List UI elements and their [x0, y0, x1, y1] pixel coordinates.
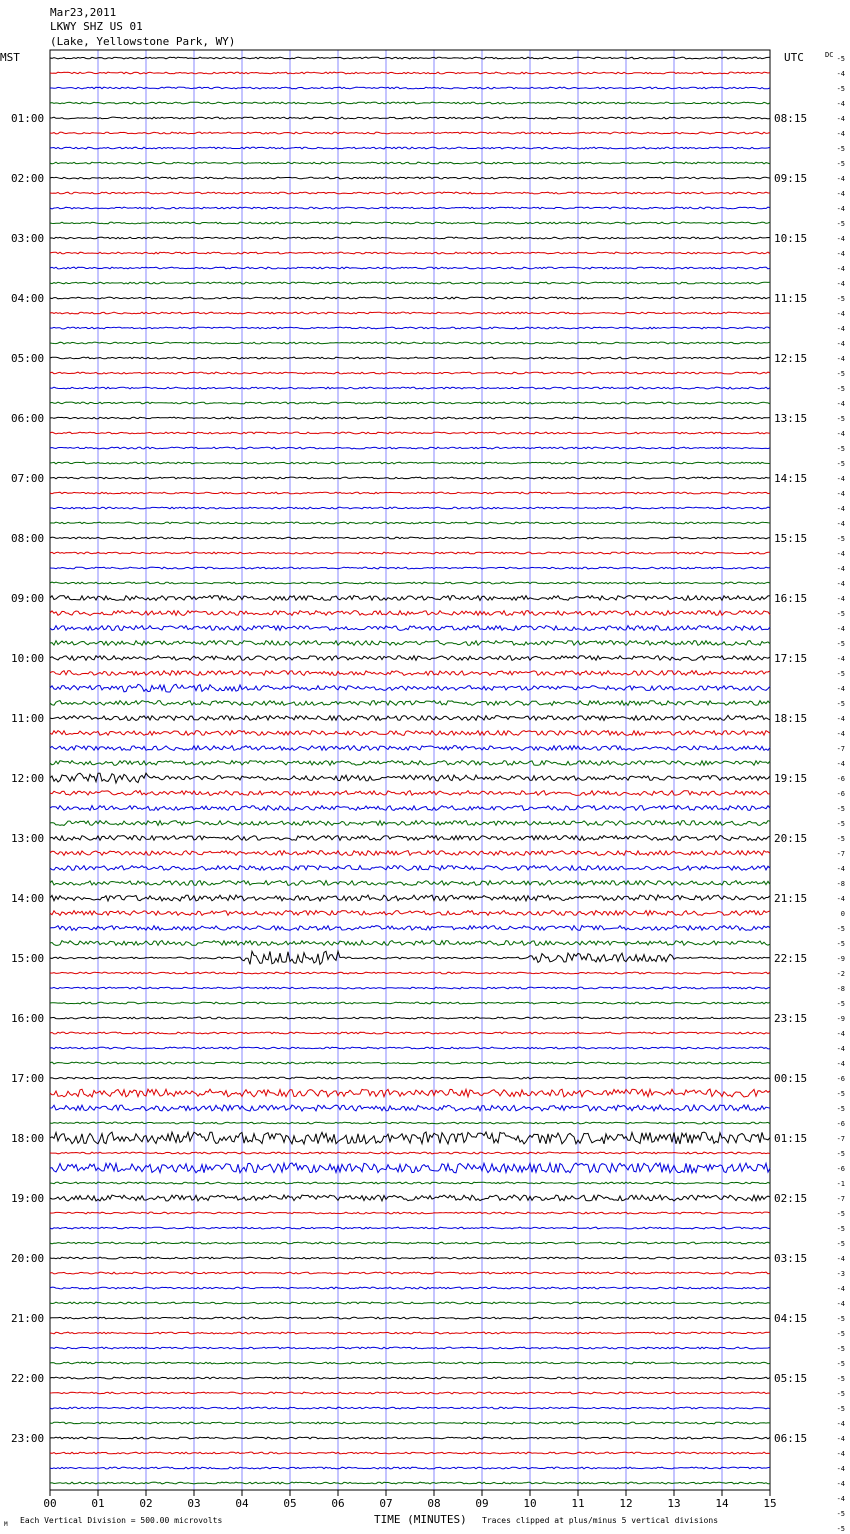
dc-offset-label: -2: [836, 970, 845, 978]
seismic-trace: [50, 327, 770, 329]
scale-note: Each Vertical Division = 500.00 microvolts: [20, 1516, 223, 1525]
seismic-trace: [50, 1062, 770, 1064]
seismic-trace: [50, 1392, 770, 1394]
dc-offset-label: -6: [836, 775, 845, 783]
left-hour-label: 07:00: [11, 472, 45, 485]
seismic-trace: [50, 1257, 770, 1259]
seismic-trace: [50, 342, 770, 344]
seismic-trace: [50, 402, 770, 404]
right-hour-label: 02:15: [774, 1192, 808, 1205]
right-hour-labels: [774, 112, 807, 1445]
dc-offset-label: -4: [836, 235, 845, 243]
seismic-trace: [50, 611, 770, 616]
dc-offset-label: -4: [836, 1450, 845, 1458]
seismic-trace: [50, 1152, 770, 1154]
dc-offset-label: -5: [836, 1390, 845, 1398]
seismic-trace: [50, 282, 770, 284]
right-hour-label: 14:15: [774, 472, 808, 485]
dc-offset-label: -4: [836, 400, 845, 408]
dc-offset-label: -4: [836, 430, 845, 438]
seismic-trace: [50, 596, 770, 601]
dc-label: DC: [825, 51, 834, 59]
dc-offset-label: -4: [836, 685, 845, 693]
seismic-trace: [50, 297, 770, 299]
dc-offset-label: -4: [836, 490, 845, 498]
dc-offset-label: -5: [836, 1150, 845, 1158]
dc-offset-label: -5: [836, 1315, 845, 1323]
x-tick-label: 03: [187, 1497, 201, 1510]
seismic-trace: [50, 731, 770, 736]
left-hour-label: 16:00: [11, 1012, 45, 1025]
dc-offset-label: -5: [836, 85, 845, 93]
dc-offset-label: -5: [836, 670, 845, 678]
dc-offset-label: -4: [836, 475, 845, 483]
dc-offset-label: -4: [836, 340, 845, 348]
x-tick-label: 09: [475, 1497, 489, 1510]
seismic-trace: [50, 656, 770, 661]
right-hour-label: 11:15: [774, 292, 808, 305]
seismic-trace: [50, 1077, 770, 1079]
x-tick-label: 02: [139, 1497, 153, 1510]
dc-offset-label: -5: [836, 700, 845, 708]
dc-offset-label: -4: [836, 580, 845, 588]
right-hour-label: 04:15: [774, 1312, 808, 1325]
right-hour-label: 17:15: [774, 652, 808, 665]
x-tick-label: 01: [91, 1497, 105, 1510]
dc-offset-label: -4: [836, 1300, 845, 1308]
dc-offset-label: -5: [836, 160, 845, 168]
dc-offset-label: -7: [836, 745, 845, 753]
seismic-trace: [50, 851, 770, 856]
seismic-trace: [50, 162, 770, 164]
x-axis: [43, 1490, 776, 1510]
dc-offset-label: -4: [836, 1435, 845, 1443]
seismic-trace: [50, 582, 770, 584]
dc-offset-label: -4: [836, 355, 845, 363]
seismic-trace: [50, 552, 770, 554]
trace-lines: [50, 57, 770, 1484]
dc-offset-label: -4: [836, 1465, 845, 1473]
seismic-trace: [50, 1317, 770, 1319]
dc-offset-label: -4: [836, 175, 845, 183]
dc-offset-label: -6: [836, 1120, 845, 1128]
right-hour-label: 22:15: [774, 952, 808, 965]
dc-offset-label: -4: [836, 520, 845, 528]
dc-offset-label: -7: [836, 850, 845, 858]
x-tick-label: 10: [523, 1497, 537, 1510]
dc-offset-label: -4: [836, 1060, 845, 1068]
right-hour-label: 00:15: [774, 1072, 808, 1085]
left-hour-label: 12:00: [11, 772, 45, 785]
seismic-trace: [50, 522, 770, 524]
seismic-trace: [50, 72, 770, 74]
seismic-trace: [50, 1407, 770, 1409]
dc-offset-label: -6: [836, 1165, 845, 1173]
footer-mark: M: [4, 1521, 8, 1528]
seismic-trace: [50, 836, 770, 841]
seismic-trace: [50, 357, 770, 359]
dc-offset-label: -4: [836, 130, 845, 138]
right-hour-label: 03:15: [774, 1252, 808, 1265]
seismic-trace: [50, 447, 770, 449]
seismic-trace: [50, 941, 770, 946]
dc-offset-label: -5: [836, 145, 845, 153]
dc-offset-label: -5: [836, 445, 845, 453]
seismic-trace: [50, 1227, 770, 1229]
seismic-trace: [50, 57, 770, 59]
left-hour-label: 03:00: [11, 232, 45, 245]
left-hour-label: 19:00: [11, 1192, 45, 1205]
seismic-trace: [50, 701, 770, 706]
seismic-trace: [50, 1377, 770, 1379]
seismic-trace: [50, 117, 770, 119]
seismic-trace: [50, 417, 770, 419]
left-hour-label: 08:00: [11, 532, 45, 545]
left-hour-label: 04:00: [11, 292, 45, 305]
dc-offset-label: -4: [836, 1285, 845, 1293]
dc-offset-label: -4: [836, 505, 845, 513]
dc-offset-labels: [837, 55, 845, 1534]
seismic-trace: [50, 821, 770, 826]
seismic-trace: [50, 626, 770, 631]
seismic-trace: [50, 1047, 770, 1049]
seismic-trace: [50, 1332, 770, 1334]
dc-offset-label: -4: [836, 265, 845, 273]
seismic-trace: [50, 866, 770, 871]
x-tick-label: 15: [763, 1497, 777, 1510]
left-hour-label: 20:00: [11, 1252, 45, 1265]
seismic-trace: [50, 312, 770, 314]
left-hour-label: 22:00: [11, 1372, 45, 1385]
minute-grid: [50, 50, 770, 1490]
seismic-trace: [50, 791, 770, 796]
left-hour-label: 14:00: [11, 892, 45, 905]
seismic-trace: [50, 773, 770, 783]
dc-offset-label: -5: [836, 1345, 845, 1353]
dc-offset-label: -4: [836, 205, 845, 213]
right-hour-label: 21:15: [774, 892, 808, 905]
dc-offset-label: -5: [836, 1330, 845, 1338]
x-tick-label: 14: [715, 1497, 729, 1510]
seismic-trace: [50, 477, 770, 479]
dc-offset-label: -4: [836, 310, 845, 318]
seismic-trace: [50, 1302, 770, 1304]
plot-frame: [50, 50, 770, 1490]
dc-offset-label: -8: [836, 985, 845, 993]
dc-offset-label: -4: [836, 1495, 845, 1503]
left-hour-label: 15:00: [11, 952, 45, 965]
seismic-trace: [50, 1032, 770, 1034]
dc-offset-label: -4: [836, 625, 845, 633]
seismic-trace: [50, 684, 770, 692]
left-hour-labels: [11, 112, 44, 1445]
dc-offset-label: -5: [836, 55, 845, 63]
dc-offset-label: -5: [836, 640, 845, 648]
seismic-trace: [50, 1362, 770, 1364]
seismic-trace: [50, 372, 770, 374]
seismic-trace: [50, 507, 770, 509]
x-tick-label: 05: [283, 1497, 297, 1510]
dc-offset-label: -6: [836, 790, 845, 798]
seismic-trace: [50, 1105, 770, 1111]
dc-offset-label: -5: [836, 370, 845, 378]
dc-offset-label: -5: [836, 1510, 845, 1518]
dc-offset-label: -5: [836, 1000, 845, 1008]
right-hour-label: 20:15: [774, 832, 808, 845]
dc-offset-label: -4: [836, 865, 845, 873]
dc-offset-label: -7: [836, 1195, 845, 1203]
dc-offset-label: -5: [836, 835, 845, 843]
seismic-trace: [50, 1347, 770, 1349]
seismic-trace: [50, 1467, 770, 1469]
left-hour-label: 11:00: [11, 712, 45, 725]
right-hour-label: 12:15: [774, 352, 808, 365]
dc-offset-label: 0: [840, 910, 845, 918]
right-hour-label: 08:15: [774, 112, 808, 125]
dc-offset-label: -4: [836, 1255, 845, 1263]
seismic-trace: [50, 926, 770, 931]
seismic-trace: [50, 1437, 770, 1439]
seismic-trace: [50, 1242, 770, 1244]
seismic-trace: [50, 207, 770, 209]
dc-offset-label: -5: [836, 1240, 845, 1248]
seismic-trace: [50, 252, 770, 254]
seismic-trace: [50, 102, 770, 104]
dc-offset-label: -4: [836, 1045, 845, 1053]
x-tick-label: 12: [619, 1497, 633, 1510]
dc-offset-label: -4: [836, 1480, 845, 1488]
left-hour-label: 21:00: [11, 1312, 45, 1325]
dc-offset-label: -5: [836, 1360, 845, 1368]
seismic-trace: [50, 911, 770, 916]
seismic-trace: [50, 951, 770, 964]
seismic-trace: [50, 1272, 770, 1274]
right-hour-label: 19:15: [774, 772, 808, 785]
dc-offset-label: -4: [836, 250, 845, 258]
seismic-trace: [50, 641, 770, 646]
dc-offset-label: -8: [836, 880, 845, 888]
left-hour-label: 23:00: [11, 1432, 45, 1445]
seismic-trace: [50, 267, 770, 269]
seismic-trace: [50, 387, 770, 389]
left-hour-label: 02:00: [11, 172, 45, 185]
seismic-trace: [50, 87, 770, 89]
seismic-trace: [50, 746, 770, 751]
dc-offset-label: -5: [836, 295, 845, 303]
seismic-trace: [50, 132, 770, 134]
right-hour-label: 09:15: [774, 172, 808, 185]
dc-offset-label: -5: [836, 1375, 845, 1383]
seismic-trace: [50, 1482, 770, 1484]
x-tick-label: 00: [43, 1497, 57, 1510]
dc-offset-label: -4: [836, 655, 845, 663]
seismic-trace: [50, 895, 770, 901]
seismic-trace: [50, 1017, 770, 1019]
dc-offset-label: -4: [836, 715, 845, 723]
seismic-trace: [50, 147, 770, 149]
seismic-trace: [50, 432, 770, 434]
seismic-trace: [50, 1287, 770, 1289]
x-tick-label: 11: [571, 1497, 585, 1510]
seismic-trace: [50, 492, 770, 494]
seismic-trace: [50, 1132, 770, 1144]
dc-offset-label: -1: [836, 1180, 845, 1188]
left-hour-label: 05:00: [11, 352, 45, 365]
dc-offset-label: -7: [836, 1135, 845, 1143]
x-tick-label: 07: [379, 1497, 393, 1510]
right-hour-label: 06:15: [774, 1432, 808, 1445]
left-hour-label: 01:00: [11, 112, 45, 125]
right-hour-label: 18:15: [774, 712, 808, 725]
seismic-trace: [50, 1452, 770, 1454]
dc-offset-label: -4: [836, 565, 845, 573]
date-label: Mar23,2011: [50, 6, 117, 19]
dc-offset-label: -4: [836, 1420, 845, 1428]
seismic-trace: [50, 715, 770, 720]
clip-note: Traces clipped at plus/minus 5 vertical divisions: [482, 1516, 719, 1525]
dc-offset-label: -4: [836, 190, 845, 198]
seismic-trace: [50, 1002, 770, 1004]
seismic-trace: [50, 1122, 770, 1124]
dc-offset-label: -5: [836, 460, 845, 468]
left-hour-label: 06:00: [11, 412, 45, 425]
seismic-trace: [50, 1195, 770, 1201]
station-label: LKWY SHZ US 01: [50, 20, 143, 33]
seismic-trace: [50, 192, 770, 194]
dc-offset-label: -6: [836, 1075, 845, 1083]
dc-offset-label: -4: [836, 115, 845, 123]
dc-offset-label: -5: [836, 805, 845, 813]
left-hour-label: 09:00: [11, 592, 45, 605]
seismic-trace: [50, 761, 770, 766]
seismic-trace: [50, 1422, 770, 1424]
dc-offset-label: -5: [836, 1210, 845, 1218]
dc-offset-label: -5: [836, 220, 845, 228]
left-hour-label: 13:00: [11, 832, 45, 845]
location-label: (Lake, Yellowstone Park, WY): [50, 35, 236, 48]
seismic-trace: [50, 987, 770, 989]
dc-offset-label: -5: [836, 1525, 845, 1533]
seismic-trace: [50, 1163, 770, 1173]
seismic-trace: [50, 671, 770, 676]
dc-offset-label: -4: [836, 280, 845, 288]
seismic-trace: [50, 462, 770, 464]
dc-offset-label: -3: [836, 1270, 845, 1278]
left-hour-label: 10:00: [11, 652, 45, 665]
dc-offset-label: -5: [836, 535, 845, 543]
x-tick-label: 13: [667, 1497, 681, 1510]
right-hour-label: 23:15: [774, 1012, 808, 1025]
seismic-trace: [50, 567, 770, 569]
dc-offset-label: -5: [836, 1090, 845, 1098]
dc-offset-label: -4: [836, 760, 845, 768]
seismic-trace: [50, 881, 770, 886]
dc-offset-label: -4: [836, 325, 845, 333]
dc-offset-label: -5: [836, 1405, 845, 1413]
seismic-trace: [50, 537, 770, 539]
dc-offset-label: -5: [836, 940, 845, 948]
left-hour-label: 18:00: [11, 1132, 45, 1145]
dc-offset-label: -5: [836, 820, 845, 828]
dc-offset-label: -5: [836, 415, 845, 423]
seismic-trace: [50, 1089, 770, 1097]
dc-offset-label: -5: [836, 925, 845, 933]
dc-offset-label: -4: [836, 70, 845, 78]
seismic-trace: [50, 806, 770, 811]
dc-offset-label: -4: [836, 100, 845, 108]
seismic-trace: [50, 222, 770, 224]
seismic-trace: [50, 1212, 770, 1214]
seismic-trace: [50, 237, 770, 239]
x-tick-label: 04: [235, 1497, 249, 1510]
seismic-trace: [50, 177, 770, 179]
left-hour-label: 17:00: [11, 1072, 45, 1085]
right-hour-label: 15:15: [774, 532, 808, 545]
dc-offset-label: -4: [836, 595, 845, 603]
right-hour-label: 01:15: [774, 1132, 808, 1145]
dc-offset-label: -5: [836, 1105, 845, 1113]
seismic-trace: [50, 972, 770, 974]
right-hour-label: 05:15: [774, 1372, 808, 1385]
dc-offset-label: -4: [836, 1030, 845, 1038]
dc-offset-label: -9: [836, 1015, 845, 1023]
seismic-trace: [50, 1182, 770, 1184]
dc-offset-label: -5: [836, 1225, 845, 1233]
axis-title: TIME (MINUTES): [374, 1513, 467, 1526]
x-tick-label: 06: [331, 1497, 345, 1510]
x-tick-label: 08: [427, 1497, 441, 1510]
dc-offset-label: -4: [836, 550, 845, 558]
dc-offset-label: -4: [836, 730, 845, 738]
left-timezone-label: MST: [0, 51, 20, 64]
dc-offset-label: -4: [836, 895, 845, 903]
right-hour-label: 10:15: [774, 232, 808, 245]
dc-offset-label: -5: [836, 610, 845, 618]
right-hour-label: 13:15: [774, 412, 808, 425]
right-hour-label: 16:15: [774, 592, 808, 605]
dc-offset-label: -9: [836, 955, 845, 963]
dc-offset-label: -5: [836, 385, 845, 393]
right-timezone-label: UTC: [784, 51, 804, 64]
